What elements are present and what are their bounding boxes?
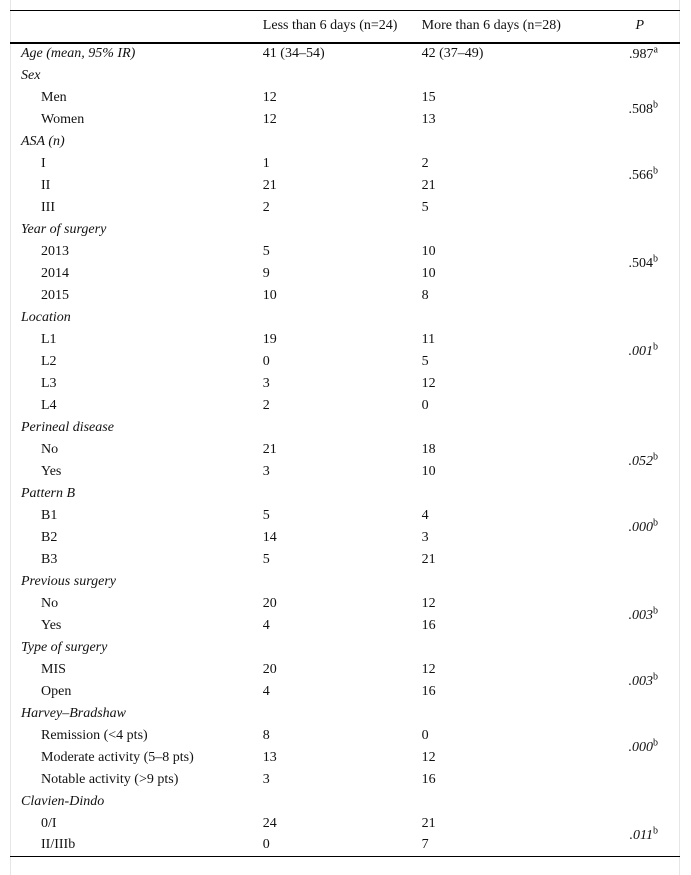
p-value-cell [585, 65, 680, 87]
value-more-than-6-days: 18 [421, 441, 436, 457]
table-group-row [10, 307, 680, 329]
table-group-row [10, 791, 680, 813]
table-header [10, 11, 680, 43]
value-more-than-6-days: 4 [421, 507, 429, 523]
value-less-than-6-days [263, 417, 422, 439]
value-less-than-6-days: 4 [262, 617, 270, 633]
value-more-than-6-days: 16 [421, 683, 436, 699]
p-value [629, 44, 658, 63]
p-value-cell [585, 307, 680, 329]
p-value-footnote-marker: a [653, 44, 658, 56]
value-more-than-6-days: 0 [421, 727, 429, 743]
p-value-cell [585, 769, 680, 791]
value-less-than-6-days: 21 [262, 177, 277, 193]
row-label: Pattern B [21, 485, 76, 501]
p-value [628, 605, 659, 623]
p-value [628, 341, 659, 359]
p-value-cell [585, 341, 680, 373]
p-value-number: .000 [628, 519, 653, 535]
header-row [10, 11, 680, 43]
row-label: Clavien-Dindo [21, 793, 105, 809]
table-row [10, 351, 680, 373]
value-less-than-6-days: 9 [262, 265, 270, 281]
value-more-than-6-days: 11 [421, 331, 436, 347]
value-less-than-6-days: 20 [262, 595, 277, 611]
p-value-cell [585, 99, 680, 131]
p-value-footnote-marker: b [653, 451, 658, 463]
table-row [10, 659, 680, 681]
value-more-than-6-days: 13 [421, 111, 436, 127]
table-row [10, 835, 680, 857]
row-label: Type of surgery [21, 639, 108, 655]
table-group-row [10, 219, 680, 241]
table-row [10, 241, 680, 263]
value-more-than-6-days [422, 307, 585, 329]
value-less-than-6-days [263, 219, 422, 241]
row-label: 0/I [41, 815, 57, 831]
table-row [10, 263, 680, 285]
value-more-than-6-days: 10 [421, 265, 436, 281]
row-label: Men [41, 89, 67, 105]
table-row [10, 109, 680, 131]
value-less-than-6-days: 13 [262, 749, 277, 765]
row-label: Yes [41, 617, 62, 633]
table-row [10, 153, 680, 175]
value-less-than-6-days: 12 [262, 111, 277, 127]
table-group-row [10, 637, 680, 659]
value-more-than-6-days: 12 [421, 595, 436, 611]
value-less-than-6-days: 10 [262, 287, 277, 303]
row-label: L4 [41, 397, 57, 413]
value-less-than-6-days: 2 [262, 397, 270, 413]
value-less-than-6-days: 4 [262, 683, 270, 699]
value-less-than-6-days [263, 637, 422, 659]
p-value-number: .003 [628, 673, 653, 689]
row-label: MIS [41, 661, 66, 677]
value-more-than-6-days: 21 [421, 551, 436, 567]
p-value [628, 165, 659, 183]
value-more-than-6-days [422, 791, 585, 813]
value-more-than-6-days: 42 (37–49) [421, 46, 484, 61]
row-label: Location [21, 309, 71, 325]
table-group-row [10, 703, 680, 725]
value-less-than-6-days [263, 703, 422, 725]
p-value-cell [585, 253, 680, 285]
p-value [628, 671, 659, 689]
p-value-number: .504 [628, 255, 653, 271]
value-less-than-6-days: 5 [262, 243, 270, 259]
table-row [10, 175, 680, 197]
p-value-footnote-marker: b [653, 824, 658, 836]
p-value-footnote-marker: b [653, 99, 658, 111]
row-label: No [41, 595, 59, 611]
p-value-footnote-marker: b [653, 605, 658, 617]
row-label: II/IIIb [41, 837, 76, 853]
value-more-than-6-days: 16 [421, 771, 436, 787]
value-less-than-6-days [263, 307, 422, 329]
value-more-than-6-days: 5 [421, 353, 429, 369]
value-more-than-6-days: 2 [421, 155, 429, 171]
table-row [10, 615, 680, 637]
value-less-than-6-days: 20 [262, 661, 277, 677]
row-label: L3 [41, 375, 57, 391]
table-row [10, 439, 680, 461]
value-more-than-6-days [422, 417, 585, 439]
p-value-cell [585, 637, 680, 659]
p-value-cell [585, 165, 680, 197]
table-row [10, 373, 680, 395]
header-less-than-6-days: Less than 6 days (n=24) [262, 18, 398, 34]
p-value-number: .987 [629, 47, 654, 63]
row-label: Remission (<4 pts) [41, 727, 148, 743]
value-less-than-6-days: 12 [262, 89, 277, 105]
header-label [10, 11, 263, 43]
p-value-cell [585, 703, 680, 725]
row-label: Yes [41, 463, 62, 479]
results-table [10, 10, 680, 857]
row-label: Perineal disease [21, 419, 114, 435]
value-less-than-6-days: 24 [262, 815, 277, 831]
header-p-value: P [635, 18, 644, 34]
value-more-than-6-days: 10 [421, 243, 436, 259]
value-less-than-6-days: 19 [262, 331, 277, 347]
value-less-than-6-days: 41 (34–54) [262, 46, 325, 61]
value-less-than-6-days [263, 131, 422, 153]
p-value-cell [585, 737, 680, 769]
table-group-row [10, 43, 680, 65]
table-row [10, 725, 680, 747]
p-value-number: .001 [628, 343, 653, 359]
p-value-cell [585, 671, 680, 703]
row-label: 2015 [41, 287, 69, 303]
p-value-cell [585, 43, 680, 65]
row-label: Notable activity (>9 pts) [41, 771, 179, 787]
p-value-cell [585, 483, 680, 505]
value-more-than-6-days: 21 [421, 815, 436, 831]
value-more-than-6-days [422, 219, 585, 241]
p-value [628, 253, 659, 271]
p-value-footnote-marker: b [653, 253, 658, 265]
value-more-than-6-days [422, 637, 585, 659]
p-value-cell [585, 571, 680, 593]
table-row [10, 527, 680, 549]
table-body [10, 43, 680, 857]
table-row [10, 87, 680, 109]
p-value-cell [585, 517, 680, 549]
p-value-cell [585, 451, 680, 483]
p-value-number: .003 [628, 607, 653, 623]
row-label: B3 [41, 551, 58, 567]
value-more-than-6-days: 16 [421, 617, 436, 633]
p-value-cell [585, 373, 680, 395]
table-row [10, 681, 680, 703]
value-less-than-6-days: 8 [262, 727, 270, 743]
p-value-cell [585, 285, 680, 307]
value-less-than-6-days: 14 [262, 529, 277, 545]
table-group-row [10, 483, 680, 505]
value-less-than-6-days [263, 791, 422, 813]
row-label: Sex [21, 67, 41, 83]
p-value-cell [585, 824, 680, 857]
p-value-cell [585, 197, 680, 219]
value-less-than-6-days: 0 [262, 353, 270, 369]
p-value-cell [585, 417, 680, 439]
row-label: Year of surgery [21, 221, 107, 237]
value-less-than-6-days: 0 [262, 837, 270, 853]
value-less-than-6-days: 2 [262, 199, 270, 215]
value-more-than-6-days [422, 65, 585, 87]
row-label: Harvey–Bradshaw [21, 705, 126, 721]
value-less-than-6-days: 3 [262, 463, 270, 479]
row-label: B2 [41, 529, 58, 545]
value-less-than-6-days: 5 [262, 507, 270, 523]
p-value-cell [585, 219, 680, 241]
value-less-than-6-days: 5 [262, 551, 270, 567]
p-value-cell [585, 791, 680, 813]
table-row [10, 769, 680, 791]
p-value-cell [585, 131, 680, 153]
value-less-than-6-days: 3 [262, 771, 270, 787]
table-row [10, 197, 680, 219]
p-value-footnote-marker: b [653, 517, 658, 529]
value-more-than-6-days: 8 [421, 287, 429, 303]
row-label: 2014 [41, 265, 69, 281]
row-label: B1 [41, 507, 58, 523]
table-row [10, 395, 680, 417]
p-value-number: .566 [628, 167, 653, 183]
value-more-than-6-days: 5 [421, 199, 429, 215]
row-label: ASA (n) [21, 133, 65, 149]
value-less-than-6-days [263, 65, 422, 87]
row-label: L2 [41, 353, 57, 369]
table-group-row [10, 571, 680, 593]
p-value-footnote-marker: b [653, 671, 658, 683]
value-more-than-6-days [422, 571, 585, 593]
table-row [10, 747, 680, 769]
table-row [10, 549, 680, 571]
row-label: Moderate activity (5–8 pts) [41, 749, 194, 765]
p-value-number: .000 [628, 739, 653, 755]
row-label: I [41, 155, 46, 171]
p-value [628, 99, 659, 117]
value-more-than-6-days: 12 [421, 749, 436, 765]
value-more-than-6-days: 21 [421, 177, 436, 193]
value-more-than-6-days [422, 483, 585, 505]
value-less-than-6-days: 1 [262, 155, 270, 171]
value-more-than-6-days: 15 [421, 89, 436, 105]
row-label: III [41, 199, 55, 215]
value-more-than-6-days: 10 [421, 463, 436, 479]
table-row [10, 593, 680, 615]
value-more-than-6-days [422, 131, 585, 153]
p-value [629, 824, 658, 843]
p-value-footnote-marker: b [653, 737, 658, 749]
value-less-than-6-days [263, 571, 422, 593]
value-more-than-6-days: 12 [421, 375, 436, 391]
row-label: II [41, 177, 51, 193]
value-less-than-6-days: 3 [262, 375, 270, 391]
p-value-number: .052 [628, 453, 653, 469]
value-more-than-6-days: 0 [421, 397, 429, 413]
value-less-than-6-days: 21 [262, 441, 277, 457]
value-more-than-6-days [422, 703, 585, 725]
p-value-number: .011 [629, 827, 653, 843]
value-less-than-6-days [263, 483, 422, 505]
table-row [10, 505, 680, 527]
p-value-cell [585, 549, 680, 571]
p-value-footnote-marker: b [653, 165, 658, 177]
table-row [10, 285, 680, 307]
row-label: Open [41, 683, 72, 699]
p-value-number: .508 [628, 101, 653, 117]
row-label: Women [41, 111, 85, 127]
row-label: 2013 [41, 243, 69, 259]
value-more-than-6-days: 12 [421, 661, 436, 677]
p-value-cell [585, 605, 680, 637]
row-label: Previous surgery [21, 573, 116, 589]
table-row [10, 329, 680, 351]
p-value [628, 737, 659, 755]
table-row [10, 813, 680, 835]
row-label: L1 [41, 331, 57, 347]
value-more-than-6-days: 7 [421, 837, 429, 853]
row-label: No [41, 441, 59, 457]
table-group-row [10, 417, 680, 439]
p-value-cell [585, 395, 680, 417]
p-value [628, 517, 659, 535]
p-value [628, 451, 659, 469]
table-group-row [10, 65, 680, 87]
value-more-than-6-days: 3 [421, 529, 429, 545]
table-group-row [10, 131, 680, 153]
row-label: Age (mean, 95% IR) [21, 46, 136, 61]
header-more-than-6-days: More than 6 days (n=28) [421, 18, 561, 34]
p-value-footnote-marker: b [653, 341, 658, 353]
table-row [10, 461, 680, 483]
